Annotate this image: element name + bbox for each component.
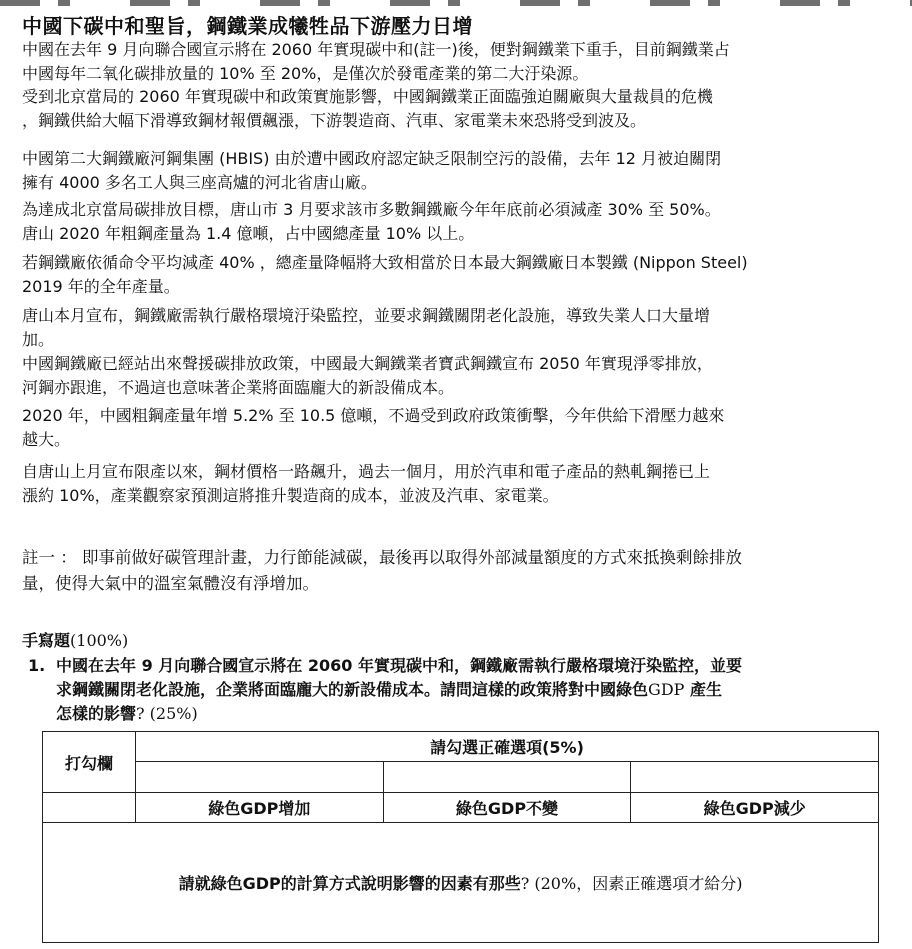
article-paragraph [22, 198, 894, 222]
paragraph-line: 為達成北京當局碳排放目標，唐山市 3 月要求該市多數鋼鐵廠今年年底前必須減產 30% 至 50%。 [22, 200, 721, 219]
paragraph-line: 受到北京當局的 2060 年實現碳中和政策實施影響，中國鋼鐵業正面臨強迫關廠與大量裁員的危機 [22, 87, 713, 106]
question-gdp-term: GDP [648, 680, 685, 699]
article-paragraph [22, 147, 894, 194]
paragraph-line: 中國每年二氧化碳排放量的 10% 至 20%，是僅次於發電產業的第二大汙染源。 [22, 63, 589, 83]
question-text [56, 654, 896, 726]
question-line [56, 702, 896, 726]
footnote-line: 量，使得大氣中的溫室氣體沒有淨增加。 [22, 574, 319, 593]
check-column-label: 打勾欄 [43, 732, 136, 793]
checkbox-cell-increase[interactable] [136, 762, 384, 793]
section-title-text: 手寫題 [22, 631, 71, 650]
section-weight: (100%) [70, 631, 129, 650]
article-paragraph [22, 404, 894, 451]
article-paragraph [22, 460, 894, 507]
answer-table [42, 731, 879, 943]
question-bold-text: 對中國綠色 [568, 680, 649, 699]
article-paragraph [22, 251, 894, 298]
paragraph-line: 中國鋼鐵廠已經站出來聲援碳排放政策，中國最大鋼鐵業者寶武鋼鐵宣布 2050 年實現淨零排放， [22, 354, 713, 373]
explanation-answer-area[interactable] [43, 823, 879, 943]
question-text-segment: ，鋼鐵廠需執行嚴格環境汙染監控，並要 [453, 656, 742, 675]
question-bold-text: 中國在去年 9 月向聯合國宣示將在 2060 年實現碳中和 [56, 656, 454, 675]
paragraph-line: 越大。 [22, 429, 71, 449]
paragraph-line: 自唐山上月宣布限產以來，鋼材價格一路飆升，過去一個月，用於汽車和電子產品的熱軋鋼捲已上 [22, 462, 711, 481]
question-bold-text: 怎樣的影響 [56, 704, 137, 723]
article-paragraph [22, 85, 894, 132]
checkbox-cell-unchanged[interactable] [383, 762, 631, 793]
footnote [22, 545, 894, 597]
paragraph-line: 2019 年的全年產量。 [22, 276, 180, 296]
article-title: 中國下碳中和聖旨，鋼鐵業成犧牲品下游壓力日增 [22, 14, 473, 38]
article-paragraph [22, 38, 894, 85]
paragraph-line: 漲約 10%，產業觀察家預測這將推升製造商的成本，並波及汽車、家電業。 [22, 485, 559, 505]
empty-cell [43, 793, 136, 823]
paragraph-line: 中國第二大鋼鐵廠河鋼集團 (HBIS) 由於遭中國政府認定缺乏限制空污的設備，去年 12 月被迫關閉 [22, 149, 722, 168]
question-text-segment: 求鋼鐵關閉老化設施，企業將面臨龐大的新設備成本。請問這樣的政策將 [56, 680, 569, 699]
footnote-line: 註一 ： 即事前做好碳管理計畫，力行節能減碳，最後再以取得外部減量額度的方式來抵換剩餘排放 [22, 548, 742, 567]
option-gdp-increase: 綠色GDP增加 [136, 793, 384, 823]
question-weight: ? (25%) [136, 704, 198, 723]
paragraph-line: 河鋼亦跟進，不過這也意味著企業將面臨龐大的新設備成本。 [22, 377, 455, 397]
paragraph-line: 2020 年，中國粗鋼產量年增 5.2% 至 10.5 億噸，不過受到政府政策衝擊，今年供給下滑壓力越來 [22, 406, 725, 425]
explanation-weight: ? (20%，因素正確選項才給分) [520, 874, 743, 893]
checkbox-cell-decrease[interactable] [631, 762, 879, 793]
paragraph-line: 擁有 4000 多名工人與三座高爐的河北省唐山廠。 [22, 172, 377, 192]
paragraph-line: 中國在去年 9 月向聯合國宣示將在 2060 年實現碳中和(註一)後，便對鋼鐵業下重手，目前鋼鐵業占 [22, 40, 730, 59]
option-gdp-unchanged: 綠色GDP不變 [383, 793, 631, 823]
question-number: 1. [28, 656, 46, 675]
question-line [56, 654, 896, 678]
section-title [22, 628, 128, 651]
paragraph-line: 唐山本月宣布，鋼鐵廠需執行嚴格環境汙染監控，並要求鋼鐵關閉老化設施，導致失業人口大量增 [22, 306, 711, 325]
question-line [56, 678, 896, 702]
option-gdp-decrease: 綠色GDP減少 [631, 793, 879, 823]
article-paragraph [22, 352, 894, 399]
paragraph-line: ，鋼鐵供給大幅下滑導致鋼材報價飆漲，下游製造商、汽車、家電業未來恐將受到波及。 [22, 110, 647, 130]
question-bold-text: 產生 [684, 680, 722, 699]
article-paragraph [22, 304, 894, 351]
cropped-top-text-fragment [0, 0, 912, 6]
choice-instruction: 請勾選正確選項(5%) [136, 732, 879, 762]
article-paragraph [22, 222, 894, 246]
paragraph-line: 唐山 2020 年粗鋼產量為 1.4 億噸，占中國總產量 10% 以上。 [22, 224, 475, 243]
paragraph-line: 若鋼鐵廠依循命令平均減產 40% ，總產量降幅將大致相當於日本最大鋼鐵廠日本製鐵 (Nippon Steel) [22, 253, 748, 272]
paragraph-line: 加。 [22, 329, 55, 349]
explanation-prompt: 請就綠色GDP的計算方式說明影響的因素有那些 [178, 874, 521, 893]
